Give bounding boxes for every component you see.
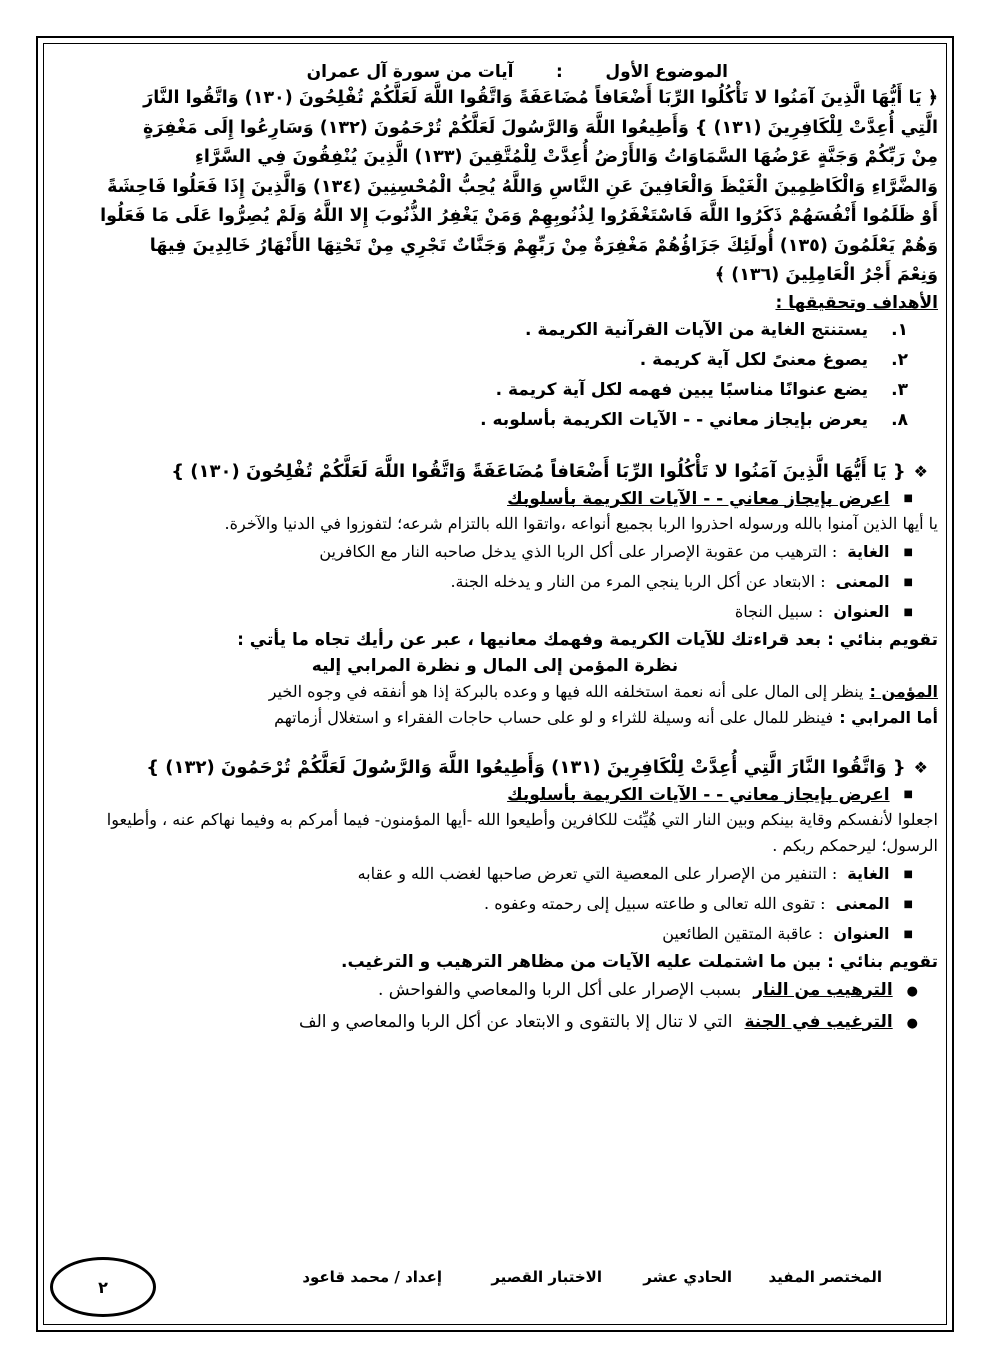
topic-header — [52, 60, 938, 84]
verse-line: أَوْ ظَلَمُوا أَنْفُسَهُمْ ذَكَرُوا اللَّهَ فَاسْتَغْفَرُوا لِذُنُوبِهِمْ وَمَنْ يَغْفِرُ الذُّنُوبَ إِلا اللَّهُ وَلَمْ يُصِرُّوا عَلَى مَا فَعَلُوا — [100, 206, 938, 226]
footer-book: المختصر المفيد — [768, 1268, 882, 1286]
star-bullet-icon: ❖ — [913, 461, 928, 481]
verse-line: وَنِعْمَ أَجْرُ الْعَامِلِينَ (١٣٦) ﴾ — [714, 265, 938, 285]
star-bullet-icon: ❖ — [913, 757, 928, 777]
circle-bullet-icon: ● — [906, 1015, 918, 1031]
section1-eval-question: تقويم بنائي : بعد قراءتك للآيات الكريمة وفهمك معانيها ، عبر عن رأيك تجاه ما يأتي : — [237, 629, 938, 650]
goal-item: ١.يستنتج الغاية من الآيات القرآنية الكريمة . — [524, 319, 908, 340]
worksheet-page — [52, 60, 938, 1039]
verse-line: مِنْ رَبِّكُمْ وَجَنَّةٍ عَرْضُهَا السَّمَاوَاتُ وَالأَرْضُ أُعِدَّتْ لِلْمُتَّقِينَ (١٣٣) الَّذِينَ يُنْفِقُونَ فِي السَّرَّاءِ — [194, 147, 938, 167]
section1-goal-point: ■الغاية: الترهيب من عقوبة الإصرار على أكل الربا الذي يدخل صاحبه النار مع الكافرين — [319, 541, 913, 561]
verse-line: وَهُمْ يَعْلَمُونَ (١٣٥) أُولَئِكَ جَزَاؤُهُمْ مَغْفِرَةٌ مِنْ رَبِّهِمْ وَجَنَّاتٌ تَجْرِي مِنْ تَحْتِهَا الأَنْهَارُ خَالِدِينَ فِيهَا — [149, 235, 938, 256]
square-bullet-icon: ■ — [903, 576, 913, 588]
square-bullet-icon: ■ — [903, 606, 913, 618]
section2-task: ■اعرض بإيجاز معاني - - الآيات الكريمة بأسلوبك — [507, 784, 913, 805]
section1-task: ■اعرض بإيجاز معاني - - الآيات الكريمة بأسلوبك — [507, 488, 913, 509]
goal-item: ٣.يضع عنوانًا مناسبًا يبين فهمه لكل آية كريمة . — [495, 379, 908, 400]
believer-view: المؤمن :ينظر إلى المال على أنه نعمة استخلفه الله فيها و وعده بالبركة إذا هو أنفقه في وجوه الخير — [268, 681, 938, 701]
section1-eval-topic: نظرة المؤمن إلى المال و نظرة المرابي إليه — [311, 655, 679, 676]
topic-title: آيات من سورة آل عمران — [306, 62, 514, 82]
square-bullet-icon: ■ — [903, 546, 913, 558]
section1-explanation: يا أيها الذين آمنوا بالله ورسوله احذروا الربا بجميع أنواعه ،واتقوا الله بالتزام شرعه؛ لتفوزوا في الدنيا والآخرة. — [224, 513, 938, 533]
page-number-badge — [50, 1257, 156, 1317]
section2-explanation: اجعلوا لأنفسكم وقاية بينكم وبين النار التي هُيِّئت للكافرين وأطيعوا الله -أيها المؤمنون- فيما أمركم به وفيما نهاكم عنه ، وأطيعوا الرسول؛ ليرحمكم ربكم . — [106, 809, 938, 855]
footer-exam: الاختبار القصير — [491, 1268, 602, 1286]
intimidation-item: ●الترهيب من الناربسبب الإصرار على أكل الربا والمعاصي والفواحش . — [377, 979, 918, 1000]
square-bullet-icon: ■ — [903, 788, 913, 800]
footer-author: إعداد / محمد قاعود — [302, 1268, 442, 1286]
square-bullet-icon: ■ — [903, 868, 913, 880]
section2-meaning-point: ■المعنى: تقوى الله تعالى و طاعته سبيل إلى رحمته وعفوه . — [484, 893, 913, 913]
square-bullet-icon: ■ — [903, 928, 913, 940]
square-bullet-icon: ■ — [903, 898, 913, 910]
section2-title-point: ■العنوان: عاقبة المتقين الطائعين — [662, 923, 913, 943]
topic-label: الموضوع الأول — [605, 62, 728, 82]
square-bullet-icon: ■ — [903, 492, 913, 504]
verse-line: وَالضَّرَّاءِ وَالْكَاظِمِينَ الْغَيْظَ وَالْعَافِينَ عَنِ النَّاسِ وَاللَّهُ يُحِبُّ الْمُحْسِنِينَ (١٣٤) وَالَّذِينَ إِذَا فَعَلُوا فَاحِشَةً — [107, 176, 938, 197]
section1-meaning-point: ■المعنى: الابتعاد عن أكل الربا ينجي المرء من النار و يدخله الجنة. — [450, 571, 913, 591]
usurer-view: أما المرابي :فينظر للمال على أنه وسيلة للثراء و لو على حساب حاجات الفقراء و استغلال أزماتهم — [274, 707, 938, 727]
section2-goal-point: ■الغاية: التنفير من الإصرار على المعصية التي تعرض صاحبها لغضب الله و عقابه — [357, 863, 913, 883]
section1-verse: ❖{ يَا أَيُّهَا الَّذِينَ آمَنُوا لا تَأْكُلُوا الرِّبَا أَضْعَافاً مُضَاعَفَةً وَاتَّقُوا اللَّهَ لَعَلَّكُمْ تُفْلِحُونَ (١٣٠) } — [171, 460, 928, 482]
section2-verse: ❖{ وَاتَّقُوا النَّارَ الَّتِي أُعِدَّتْ لِلْكَافِرِينَ (١٣١) وَأَطِيعُوا اللَّهَ وَالرَّسُولَ لَعَلَّكُمْ تُرْحَمُونَ (١٣٢) } — [146, 756, 928, 778]
verse-line: ﴿ يَا أَيُّهَا الَّذِينَ آمَنُوا لا تَأْكُلُوا الرِّبَا أَضْعَافاً مُضَاعَفَةً وَاتَّقُوا اللَّهَ لَعَلَّكُمْ تُفْلِحُونَ (١٣٠) وَاتَّقُوا النَّارَ — [143, 88, 938, 108]
goals-heading: الأهداف وتحقيقها : — [775, 292, 938, 313]
section1-title-point: ■العنوان: سبيل النجاة — [734, 601, 913, 621]
circle-bullet-icon: ● — [906, 983, 918, 999]
verse-line: الَّتِي أُعِدَّتْ لِلْكَافِرِينَ (١٣١) } وَأَطِيعُوا اللَّهَ وَالرَّسُولَ لَعَلَّكُمْ تُرْحَمُونَ (١٣٢) وَسَارِعُوا إِلَى مَغْفِرَةٍ — [143, 117, 938, 138]
footer-grade: الحادي عشر — [643, 1268, 732, 1286]
goal-item: ٨.يعرض بإيجاز معاني - - الآيات الكريمة بأسلوبه . — [480, 409, 908, 430]
section2-eval-question: تقويم بنائي : بين ما اشتملت عليه الآيات من مظاهر الترهيب و الترغيب. — [341, 951, 938, 972]
topic-colon: : — [555, 62, 563, 82]
verses-block — [52, 84, 938, 291]
goal-item: ٢.يصوغ معنىً لكل آية كريمة . — [639, 349, 908, 370]
encouragement-item: ●الترغيب في الجنةالتي لا تنال إلا بالتقوى و الابتعاد عن أكل الربا والمعاصي و الف — [298, 1011, 918, 1032]
page-number: ٢ — [98, 1277, 108, 1297]
